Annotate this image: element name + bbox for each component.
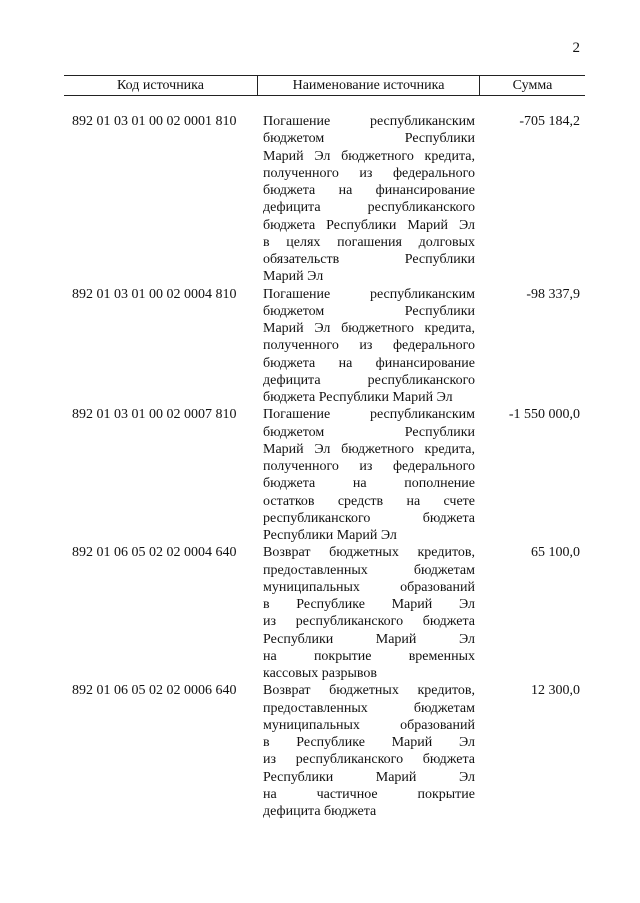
source-code: 892 01 06 05 02 02 0004 640 — [72, 545, 237, 561]
source-name-line: бюджета на пополнение — [263, 476, 475, 492]
source-name-line: Марий Эл бюджетного кредита, — [263, 441, 475, 457]
header-source-code: Код источника — [64, 76, 258, 95]
amount: -1 550 000,0 — [508, 407, 580, 423]
source-name-line: Республики Марий Эл — [263, 528, 397, 543]
table-body — [0, 113, 640, 820]
source-name-line: обязательств Республики — [263, 252, 475, 267]
amount: -98 337,9 — [526, 286, 580, 302]
source-code: 892 01 03 01 00 02 0007 810 — [72, 407, 237, 423]
source-name-line: Марий Эл бюджетного кредита, — [263, 321, 475, 336]
source-name-line: муниципальных образований — [263, 717, 475, 733]
source-name-line: в Республике Марий Эл — [263, 735, 475, 750]
source-name — [263, 406, 475, 544]
source-name-line: Республики Марий Эл — [263, 769, 475, 785]
source-name-line: дефицита республиканского — [263, 200, 475, 216]
source-name — [263, 286, 475, 407]
source-name-line: бюджетом Республики — [263, 131, 475, 147]
amount: 65 100,0 — [531, 545, 580, 561]
source-name-line: из республиканского бюджета — [263, 752, 475, 768]
amount: 12 300,0 — [531, 683, 580, 699]
source-code: 892 01 03 01 00 02 0001 810 — [72, 114, 237, 129]
source-name-line: Погашение республиканским — [263, 286, 475, 302]
source-name-line: в целях погашения долговых — [263, 234, 475, 250]
source-name-line: бюджетом Республики — [263, 303, 475, 319]
source-name-line: Возврат бюджетных кредитов, — [263, 683, 475, 699]
source-name-line: Марий Эл бюджетного кредита, — [263, 148, 475, 164]
page-number: 2 — [572, 40, 580, 56]
header-source-name: Наименование источника — [258, 76, 480, 95]
source-name-line: бюджета Республики Марий Эл — [263, 390, 453, 405]
source-name-line: полученного из федерального — [263, 165, 475, 181]
source-name-line: предоставленных бюджетам — [263, 562, 475, 578]
source-name-line: Марий Эл — [263, 269, 324, 285]
header-amount: Сумма — [512, 78, 553, 93]
source-name-line: бюджетом Республики — [263, 424, 475, 440]
source-name-line: из республиканского бюджета — [263, 614, 475, 630]
source-name-line: предоставленных бюджетам — [263, 700, 475, 716]
table-row — [0, 286, 640, 407]
table-row — [0, 113, 640, 286]
source-name-line: кассовых разрывов — [263, 666, 378, 681]
source-name — [263, 682, 475, 820]
source-name-line: дефицита республиканского — [263, 372, 475, 388]
source-name-line: Погашение республиканским — [263, 114, 475, 129]
source-code: 892 01 06 05 02 02 0006 640 — [72, 683, 237, 699]
table-row — [0, 406, 640, 544]
source-name-line: на частичное покрытие — [263, 786, 475, 802]
source-name-line: полученного из федерального — [263, 338, 475, 354]
source-name-line: бюджета на финансирование — [263, 355, 475, 371]
source-name-line: в Республике Марий Эл — [263, 597, 475, 612]
source-name-line: на покрытие временных — [263, 648, 475, 664]
source-name-line: Погашение республиканским — [263, 407, 475, 423]
source-name-line: остатков средств на счете — [263, 493, 475, 509]
source-name-line: бюджета на финансирование — [263, 183, 475, 198]
source-name — [263, 113, 475, 286]
source-name — [263, 544, 475, 682]
amount: -705 184,2 — [519, 114, 580, 129]
table-header — [64, 75, 585, 96]
source-name-line: бюджета Республики Марий Эл — [263, 217, 475, 233]
source-name-line: полученного из федерального — [263, 459, 475, 474]
source-name-line: Республики Марий Эл — [263, 631, 475, 647]
source-name-line: республиканского бюджета — [263, 510, 475, 526]
source-code: 892 01 03 01 00 02 0004 810 — [72, 286, 237, 302]
table-row — [0, 544, 640, 682]
source-name-line: муниципальных образований — [263, 579, 475, 595]
source-name-line: дефицита бюджета — [263, 804, 377, 819]
source-name-line: Возврат бюджетных кредитов, — [263, 545, 475, 561]
table-row — [0, 682, 640, 820]
